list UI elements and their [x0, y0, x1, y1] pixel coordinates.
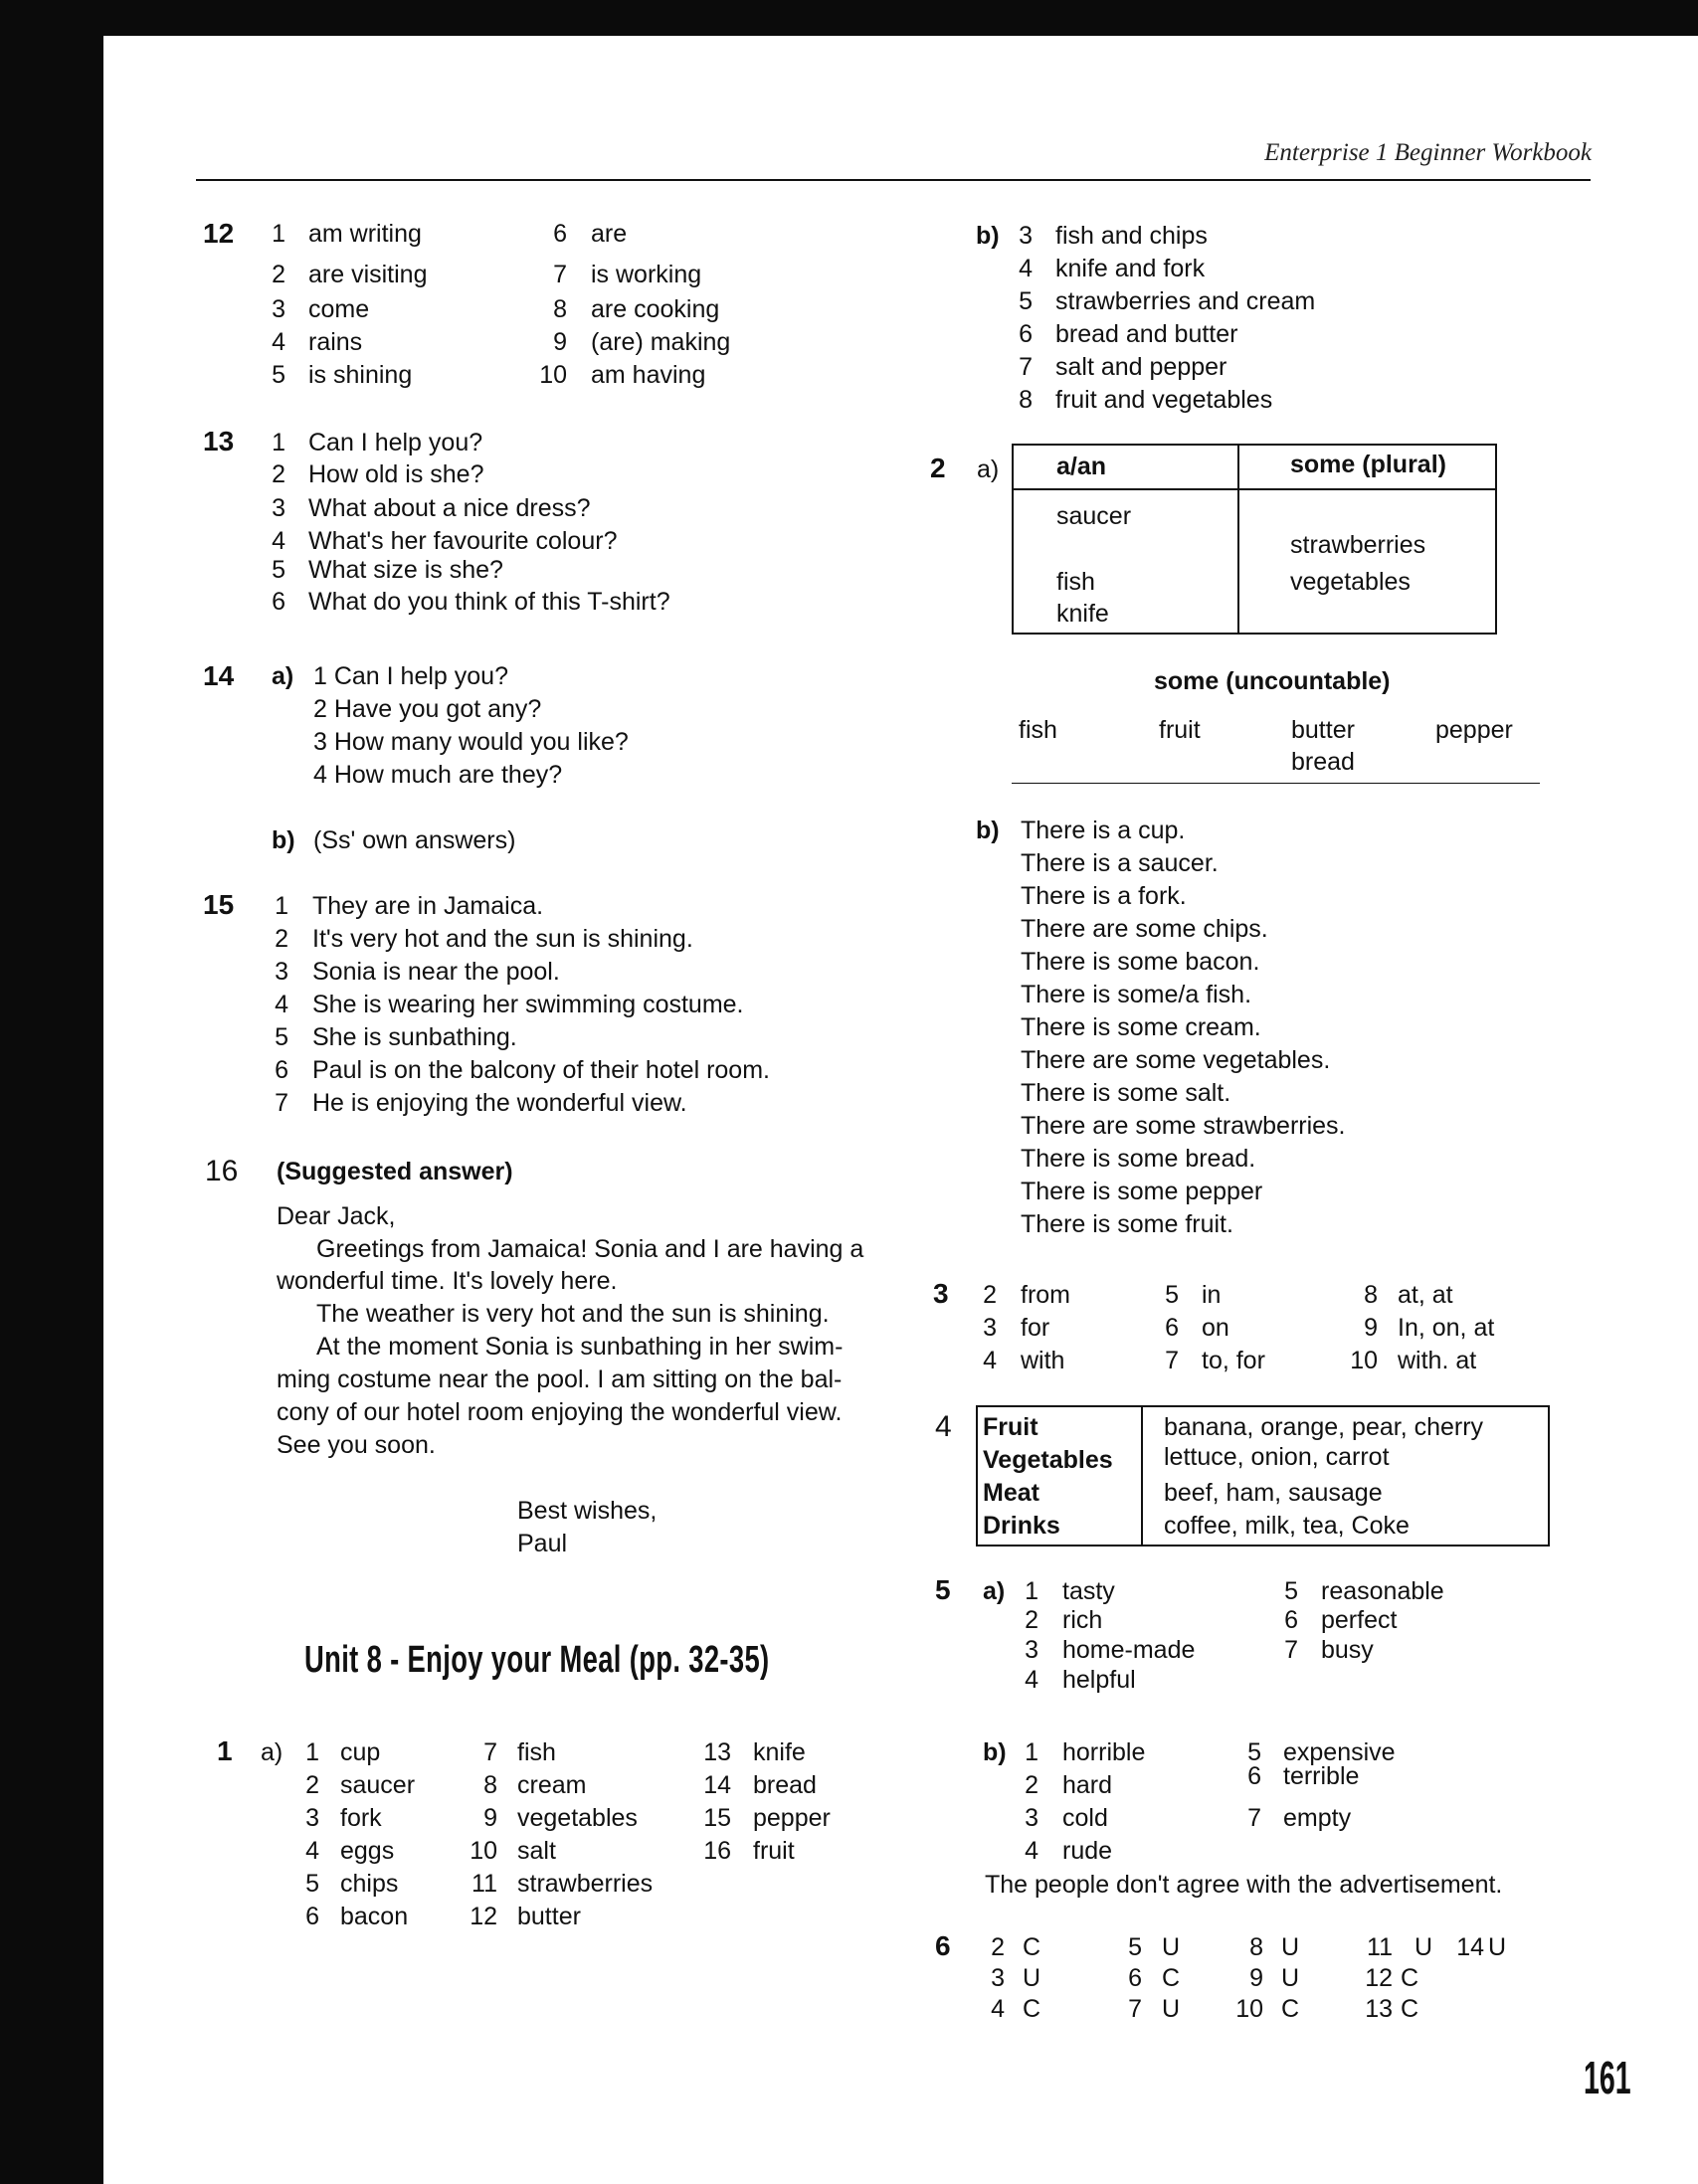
- exercise-number: 2: [930, 453, 946, 483]
- answer: fish: [517, 1738, 556, 1766]
- item-number: 4: [272, 527, 285, 555]
- answer: 1 Can I help you?: [313, 662, 508, 690]
- sentence: There is some bread.: [1021, 1145, 1256, 1173]
- item-number: 2: [305, 1771, 319, 1799]
- answer: U: [1023, 1964, 1041, 1992]
- answer: am writing: [308, 220, 422, 248]
- answer: cup: [340, 1738, 381, 1766]
- running-header: Enterprise 1 Beginner Workbook: [1264, 139, 1592, 166]
- uncountable-item: pepper: [1435, 716, 1513, 744]
- item-number: 3: [272, 295, 285, 323]
- answer: in: [1202, 1281, 1222, 1309]
- exercise-number: 15: [203, 889, 235, 920]
- answer: at, at: [1398, 1281, 1453, 1309]
- item-number: 7: [1247, 1804, 1261, 1832]
- answer: fish and chips: [1055, 222, 1208, 250]
- exercise-number: 3: [933, 1278, 949, 1309]
- item-number: 3: [1025, 1636, 1038, 1664]
- answer: How old is she?: [308, 460, 484, 488]
- item-number: 4: [991, 1995, 1005, 2023]
- item-number: 6: [1247, 1762, 1261, 1790]
- letter-line: At the moment Sonia is sunbathing in her swim-: [316, 1333, 844, 1361]
- section-heading: some (uncountable): [1154, 667, 1391, 695]
- sentence: There are some chips.: [1021, 915, 1268, 943]
- sentence: There is a saucer.: [1021, 849, 1219, 877]
- item-number: 15: [703, 1804, 731, 1832]
- item-number: 10: [470, 1837, 497, 1865]
- food-list: beef, ham, sausage: [1164, 1479, 1383, 1507]
- table-header: a/an: [1056, 453, 1107, 480]
- item-number: 3: [272, 494, 285, 522]
- item-number: 13: [1365, 1995, 1393, 2023]
- exercise-number: 16: [205, 1155, 239, 1187]
- letter-signature: Paul: [517, 1530, 568, 1557]
- answer: butter: [517, 1903, 581, 1930]
- item-number: 3: [1019, 222, 1033, 250]
- letter-line: cony of our hotel room enjoying the wonderful view.: [277, 1398, 843, 1426]
- scan-border-top: [0, 0, 1698, 36]
- sentence: There is some salt.: [1021, 1079, 1231, 1107]
- answer: (are) making: [591, 328, 731, 356]
- item-number: 8: [1019, 386, 1033, 414]
- answer: expensive: [1283, 1738, 1396, 1766]
- answer: from: [1021, 1281, 1070, 1309]
- letter-line: See you soon.: [277, 1431, 436, 1459]
- uncountable-item: butter: [1291, 716, 1355, 744]
- unit-title: Unit 8 - Enjoy your Meal (pp. 32-35): [304, 1639, 770, 1681]
- item-number: 5: [272, 556, 285, 584]
- header-rule: [196, 179, 1591, 181]
- item-number: 5: [1284, 1577, 1298, 1605]
- answer: bread: [753, 1771, 817, 1799]
- item-number: 3: [983, 1314, 997, 1342]
- item-number: 4: [272, 328, 285, 356]
- food-list: lettuce, onion, carrot: [1164, 1443, 1390, 1471]
- answer: It's very hot and the sun is shining.: [312, 925, 693, 953]
- answer: What do you think of this T-shirt?: [308, 588, 670, 616]
- item-number: 1: [1025, 1577, 1038, 1605]
- answer: bread and butter: [1055, 320, 1238, 348]
- answer: cream: [517, 1771, 587, 1799]
- item-number: 7: [1284, 1636, 1298, 1664]
- answer: He is enjoying the wonderful view.: [312, 1089, 687, 1117]
- item-number: 4: [1025, 1666, 1038, 1694]
- answer: U: [1415, 1933, 1433, 1961]
- answer: chips: [340, 1870, 399, 1898]
- letter-line: Dear Jack,: [277, 1202, 396, 1230]
- uncountable-item: fish: [1019, 716, 1057, 744]
- item-number: 12: [470, 1903, 497, 1930]
- food-category: Meat: [983, 1479, 1039, 1507]
- answer: C: [1023, 1995, 1041, 2023]
- answer: fruit and vegetables: [1055, 386, 1273, 414]
- answer: for: [1021, 1314, 1050, 1342]
- item-number: 13: [703, 1738, 731, 1766]
- sentence: There are some vegetables.: [1021, 1046, 1331, 1074]
- answer: Sonia is near the pool.: [312, 958, 560, 986]
- item-number: 6: [1165, 1314, 1179, 1342]
- answer: strawberries and cream: [1055, 287, 1316, 315]
- answer: come: [308, 295, 370, 323]
- item-number: 4: [275, 991, 288, 1018]
- answer: eggs: [340, 1837, 395, 1865]
- item-number: 10: [1235, 1995, 1263, 2023]
- item-number: 11: [1367, 1933, 1393, 1961]
- letter-line: Greetings from Jamaica! Sonia and I are having a: [316, 1235, 864, 1263]
- answer: pepper: [753, 1804, 831, 1832]
- item-number: 4: [1019, 255, 1033, 282]
- sentence: There is some pepper: [1021, 1178, 1263, 1205]
- answer: U: [1488, 1933, 1507, 1961]
- uncountable-rule: [1012, 783, 1540, 784]
- answer: U: [1281, 1964, 1300, 1992]
- answer: is working: [591, 261, 702, 288]
- answer: Can I help you?: [308, 429, 483, 456]
- item-number: 3: [275, 958, 288, 986]
- part-label: b): [976, 222, 1000, 250]
- answer: horrible: [1062, 1738, 1146, 1766]
- answer: Paul is on the balcony of their hotel room.: [312, 1056, 770, 1084]
- item-number: 2: [272, 261, 285, 288]
- item-number: 5: [1247, 1738, 1261, 1766]
- answer: C: [1401, 1995, 1419, 2023]
- answer: on: [1202, 1314, 1229, 1342]
- sentence: There is some bacon.: [1021, 948, 1260, 976]
- item-number: 9: [483, 1804, 497, 1832]
- food-category: Vegetables: [983, 1446, 1113, 1474]
- part-label: a): [261, 1738, 283, 1766]
- item-number: 9: [1364, 1314, 1378, 1342]
- table-cell: fish: [1056, 568, 1095, 596]
- food-table-column-rule: [1141, 1405, 1143, 1545]
- item-number: 14: [1456, 1933, 1484, 1961]
- answer: They are in Jamaica.: [312, 892, 544, 920]
- answer: are visiting: [308, 261, 428, 288]
- item-number: 6: [553, 220, 567, 248]
- item-number: 11: [472, 1870, 497, 1898]
- answer: are: [591, 220, 628, 248]
- uncountable-item: fruit: [1159, 716, 1201, 744]
- answer: hard: [1062, 1771, 1113, 1799]
- exercise-number: 12: [203, 218, 235, 249]
- answer: are cooking: [591, 295, 720, 323]
- answer: U: [1162, 1995, 1181, 2023]
- answer: fork: [340, 1804, 382, 1832]
- answer: terrible: [1283, 1762, 1360, 1790]
- part-label: b): [272, 826, 295, 854]
- answer: C: [1023, 1933, 1041, 1961]
- item-number: 10: [1350, 1347, 1378, 1374]
- answer: What about a nice dress?: [308, 494, 591, 522]
- item-number: 8: [553, 295, 567, 323]
- part-label: a): [272, 662, 294, 690]
- item-number: 6: [275, 1056, 288, 1084]
- answer: empty: [1283, 1804, 1352, 1832]
- item-number: 9: [1249, 1964, 1263, 1992]
- item-number: 6: [1128, 1964, 1142, 1992]
- answer: rich: [1062, 1606, 1103, 1634]
- answer: 2 Have you got any?: [313, 695, 542, 723]
- answer: In, on, at: [1398, 1314, 1495, 1342]
- food-category: Drinks: [983, 1512, 1060, 1540]
- letter-line: The weather is very hot and the sun is shining.: [316, 1300, 830, 1328]
- item-number: 8: [1249, 1933, 1263, 1961]
- part-label: a): [983, 1577, 1006, 1605]
- sentence: There is some fruit.: [1021, 1210, 1233, 1238]
- part-label: a): [977, 455, 1000, 483]
- exercise-number: 14: [203, 660, 235, 691]
- item-number: 8: [483, 1771, 497, 1799]
- table-cell: strawberries: [1290, 531, 1426, 559]
- answer: knife and fork: [1055, 255, 1206, 282]
- answer: C: [1401, 1964, 1419, 1992]
- item-number: 1: [275, 892, 288, 920]
- sentence: There is a fork.: [1021, 882, 1187, 910]
- item-number: 7: [553, 261, 567, 288]
- answer: U: [1281, 1933, 1300, 1961]
- answer: vegetables: [517, 1804, 638, 1832]
- sentence: There is a cup.: [1021, 817, 1186, 844]
- item-number: 14: [703, 1771, 731, 1799]
- answer: What size is she?: [308, 556, 503, 584]
- item-number: 7: [1165, 1347, 1179, 1374]
- item-number: 12: [1365, 1964, 1393, 1992]
- item-number: 4: [305, 1837, 319, 1865]
- answer: What's her favourite colour?: [308, 527, 618, 555]
- item-number: 5: [1019, 287, 1033, 315]
- item-number: 6: [1284, 1606, 1298, 1634]
- answer: saucer: [340, 1771, 416, 1799]
- item-number: 2: [1025, 1606, 1038, 1634]
- answer: 3 How many would you like?: [313, 728, 629, 756]
- letter-line: ming costume near the pool. I am sitting on the bal-: [277, 1365, 843, 1393]
- answer: She is sunbathing.: [312, 1023, 517, 1051]
- item-number: 1: [272, 429, 285, 456]
- item-number: 6: [1019, 320, 1033, 348]
- table-cell: saucer: [1056, 502, 1132, 530]
- item-number: 5: [272, 361, 285, 389]
- table-column-rule: [1237, 444, 1239, 633]
- part-label: b): [983, 1738, 1007, 1766]
- item-number: 6: [272, 588, 285, 616]
- note: The people don't agree with the advertisement.: [985, 1871, 1503, 1899]
- answer: salt and pepper: [1055, 353, 1227, 381]
- item-number: 4: [983, 1347, 997, 1374]
- item-number: 8: [1364, 1281, 1378, 1309]
- item-number: 3: [991, 1964, 1005, 1992]
- exercise-number: 5: [935, 1574, 951, 1605]
- item-number: 7: [275, 1089, 288, 1117]
- part-label: b): [976, 817, 1000, 844]
- exercise-number: 4: [935, 1410, 952, 1443]
- uncountable-item: bread: [1291, 748, 1355, 776]
- item-number: 10: [539, 361, 567, 389]
- item-number: 2: [991, 1933, 1005, 1961]
- item-number: 5: [1165, 1281, 1179, 1309]
- scan-border-left: [0, 0, 103, 2184]
- exercise-number: 13: [203, 426, 235, 456]
- food-list: coffee, milk, tea, Coke: [1164, 1512, 1410, 1540]
- answer: tasty: [1062, 1577, 1115, 1605]
- answer: busy: [1321, 1636, 1374, 1664]
- item-number: 7: [1128, 1995, 1142, 2023]
- item-number: 4: [1025, 1837, 1038, 1865]
- answer: knife: [753, 1738, 806, 1766]
- answer: She is wearing her swimming costume.: [312, 991, 744, 1018]
- letter-line: wonderful time. It's lovely here.: [277, 1267, 618, 1295]
- page-number: 161: [1584, 2052, 1631, 2103]
- item-number: 5: [1128, 1933, 1142, 1961]
- item-number: 2: [983, 1281, 997, 1309]
- answer: home-made: [1062, 1636, 1196, 1664]
- item-number: 3: [1025, 1804, 1038, 1832]
- item-number: 1: [1025, 1738, 1038, 1766]
- answer: rains: [308, 328, 363, 356]
- item-number: 1: [272, 220, 285, 248]
- exercise-number: 1: [217, 1735, 233, 1766]
- answer: (Ss' own answers): [313, 826, 516, 854]
- table-cell: knife: [1056, 600, 1109, 628]
- item-number: 16: [703, 1837, 731, 1865]
- item-number: 1: [305, 1738, 319, 1766]
- answer: helpful: [1062, 1666, 1136, 1694]
- exercise-number: 6: [935, 1930, 951, 1961]
- item-number: 3: [305, 1804, 319, 1832]
- answer: C: [1162, 1964, 1181, 1992]
- answer: C: [1281, 1995, 1300, 2023]
- answer: reasonable: [1321, 1577, 1444, 1605]
- answer: cold: [1062, 1804, 1108, 1832]
- answer: U: [1162, 1933, 1181, 1961]
- section-heading: (Suggested answer): [277, 1158, 513, 1185]
- table-header: some (plural): [1290, 451, 1446, 478]
- food-category: Fruit: [983, 1413, 1038, 1441]
- answer: salt: [517, 1837, 556, 1865]
- table-cell: vegetables: [1290, 568, 1411, 596]
- answer: bacon: [340, 1903, 409, 1930]
- item-number: 2: [1025, 1771, 1038, 1799]
- item-number: 2: [272, 460, 285, 488]
- answer: rude: [1062, 1837, 1113, 1865]
- food-list: banana, orange, pear, cherry: [1164, 1413, 1484, 1441]
- answer: to, for: [1202, 1347, 1265, 1374]
- answer: is shining: [308, 361, 413, 389]
- sentence: There are some strawberries.: [1021, 1112, 1346, 1140]
- item-number: 5: [305, 1870, 319, 1898]
- item-number: 2: [275, 925, 288, 953]
- answer: strawberries: [517, 1870, 654, 1898]
- answer: fruit: [753, 1837, 795, 1865]
- sentence: There is some cream.: [1021, 1013, 1261, 1041]
- answer: perfect: [1321, 1606, 1398, 1634]
- sentence: There is some/a fish.: [1021, 981, 1252, 1008]
- answer: am having: [591, 361, 706, 389]
- table-header-rule: [1012, 488, 1495, 490]
- answer: with. at: [1398, 1347, 1477, 1374]
- item-number: 9: [553, 328, 567, 356]
- item-number: 6: [305, 1903, 319, 1930]
- answer: with: [1021, 1347, 1065, 1374]
- letter-closing: Best wishes,: [517, 1497, 658, 1525]
- item-number: 7: [1019, 353, 1033, 381]
- answer: 4 How much are they?: [313, 761, 563, 789]
- item-number: 7: [483, 1738, 497, 1766]
- item-number: 5: [275, 1023, 288, 1051]
